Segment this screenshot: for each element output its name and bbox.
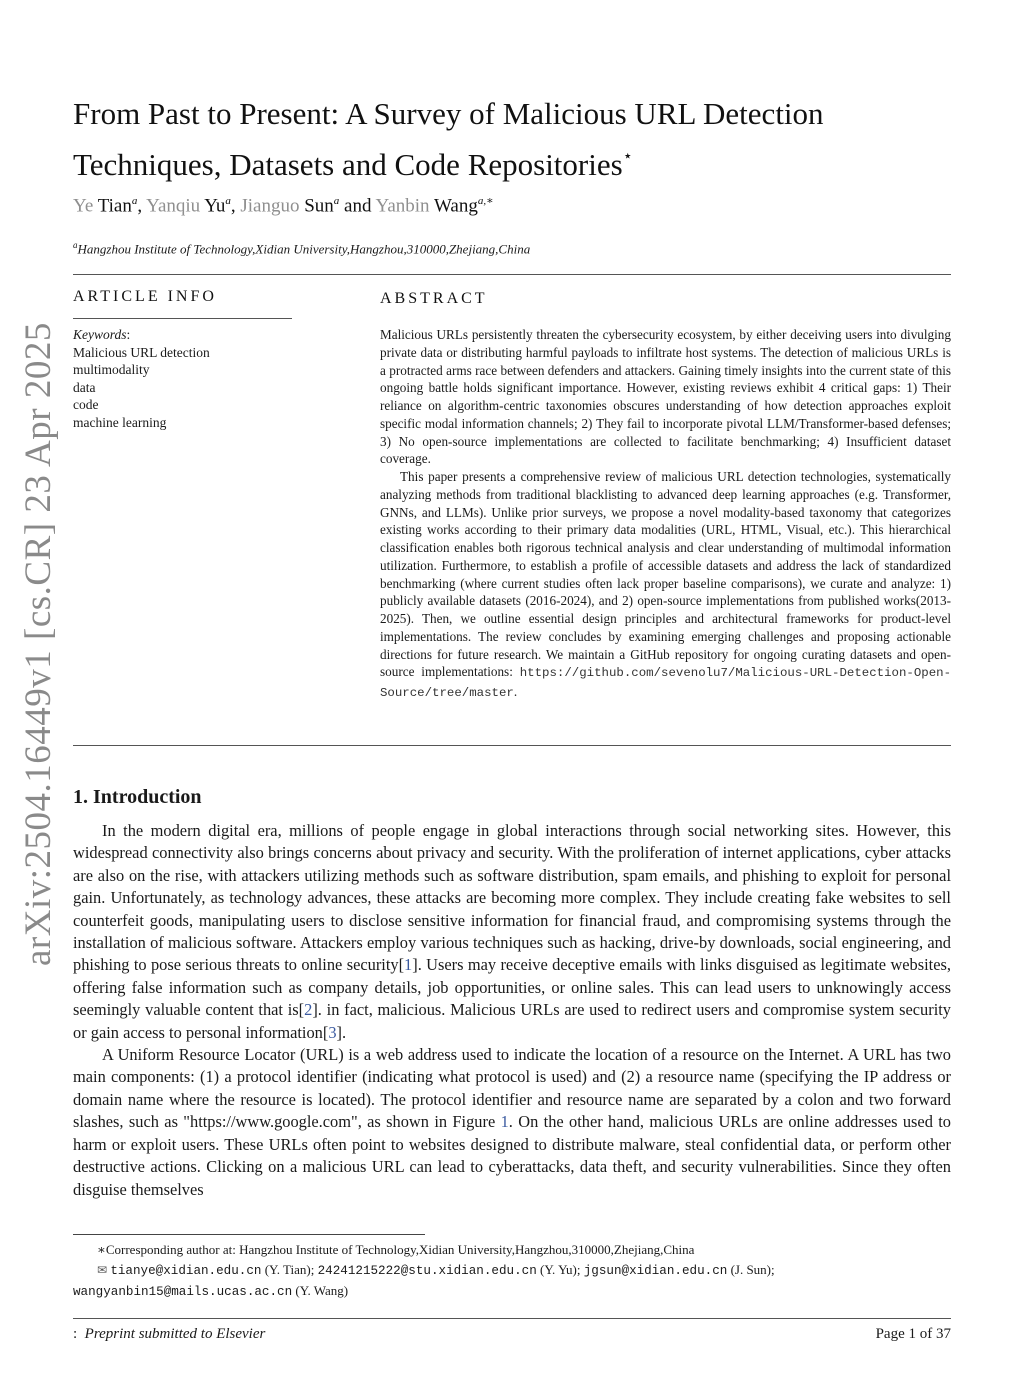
intro-text: . On the other hand, malicious URLs are online addresses used to harm or exploit users. These URLs often point to websites designed to distribute malware, steal confidential data, or perform other destructive actions. Clicking on a malicious URL can lead to cyberattacks, data theft, and security vulnerabilities. Since they often disguise themselves <box>73 1112 951 1199</box>
header-divider <box>73 274 951 275</box>
abstract-paragraph-2 <box>380 468 951 703</box>
keywords-block <box>73 326 210 432</box>
author-affiliation-mark: a <box>225 195 231 207</box>
email-link[interactable]: jgsun@xidian.edu.cn <box>583 1264 728 1278</box>
email-owner: (Y. Yu); <box>536 1262 584 1277</box>
envelope-icon: ✉ <box>97 1263 108 1277</box>
author-last-name: Tian <box>97 195 132 217</box>
title-line-2: Techniques, Datasets and Code Repositories <box>73 147 623 182</box>
author-affiliation-mark: a,∗ <box>477 195 494 207</box>
email-link[interactable]: tianye@xidian.edu.cn <box>110 1264 262 1278</box>
citation-link[interactable]: 3 <box>328 1022 337 1042</box>
author-first-name[interactable]: Jianguo <box>240 195 300 217</box>
email-link[interactable]: wangyanbin15@mails.ucas.ac.cn <box>73 1285 293 1299</box>
abstract-heading: ABSTRACT <box>380 290 488 307</box>
author-first-name[interactable]: Yanbin <box>375 195 430 217</box>
keywords-label: Keywords <box>73 327 127 342</box>
abstract-paragraph-1: Malicious URLs persistently threaten the cybersecurity ecosystem, by either deceiving users into divulging private data or distributing harmful payloads to infiltrate host systems. The detection of malicious URLs is a protracted arms race between defenders and attackers. Gaining timely insights into the current state of this ongoing battle holds significant importance. However, existing reviews exhibit 4 critical gaps: 1) Their reliance on algorithm-centric taxonomies obscures understanding of how detection approaches exploit specific modal information channels; 2) They fail to incorporate pivotal LLM/Transformer-based defenses; 3) No open-source implementations are collected to facilitate benchmarking; 4) Insufficient dataset coverage. <box>380 327 951 467</box>
title-footnote-mark: ⋆ <box>622 148 633 165</box>
author-affiliation-mark: a <box>131 195 138 207</box>
citation-link[interactable]: 1 <box>404 955 413 975</box>
keyword-item: code <box>73 397 99 413</box>
article-info-underline <box>73 318 292 319</box>
article-info-heading: ARTICLE INFO <box>73 288 217 305</box>
intro-paragraph-1 <box>73 820 951 1044</box>
keyword-item: Malicious URL detection <box>73 344 210 360</box>
introduction-heading: 1. Introduction <box>73 786 202 808</box>
footnote-divider <box>73 1234 425 1235</box>
author-last-name: Sun <box>304 195 334 217</box>
author-first-name[interactable]: Yanqiu <box>146 195 201 217</box>
footer-divider <box>73 1318 951 1319</box>
intro-text: ]. Users may receive deceptive emails with links disguised as legitimate websites, offering false information such as company details, job opportunities, or online sales. This can lead users to unknowingly access seemingly valuable content that is[ <box>73 955 951 1020</box>
author-separator: , <box>230 195 241 217</box>
intro-text: ]. in fact, malicious. Malicious URLs are used to redirect users and compromise system security or gain access to personal information[ <box>73 1000 952 1042</box>
email-owner: (J. Sun); <box>727 1262 775 1277</box>
arxiv-identifier-stamp: arXiv:2504.16449v1 [cs.CR] 23 Apr 2025 <box>18 322 59 966</box>
keyword-item: multimodality <box>73 362 150 378</box>
paper-title <box>73 92 953 186</box>
intro-text: A Uniform Resource Locator (URL) is a web address used to indicate the location of a resource on the Internet. A URL has two main components: (1) a protocol identifier (indicating what protocol is used) and (2) a resource name (specifying the IP address or domain name where the resource is located). The protocol identifier and resource name are separated by a colon and two forward slashes, such as "https://www.google.com", as shown in Figure <box>73 1045 951 1132</box>
figure-reference-link[interactable]: 1 <box>500 1112 509 1132</box>
footnote-mark: ∗ <box>97 1242 106 1257</box>
abstract-body <box>380 326 951 703</box>
footnote-block <box>73 1240 951 1302</box>
author-separator: , <box>137 195 147 217</box>
keywords-colon: : <box>126 327 131 342</box>
affiliation-mark: a <box>73 240 78 250</box>
preprint-notice: Preprint submitted to Elsevier <box>84 1326 266 1342</box>
intro-text: ]. <box>336 1022 347 1042</box>
email-owner: (Y. Tian); <box>261 1262 318 1277</box>
abstract-paragraph-2-text: This paper presents a comprehensive review of malicious URL detection technologies, systematically analyzing methods from traditional blacklisting to advanced deep learning approaches (e.g. Transformer, GNNs, and LLMs). Unlike prior surveys, we propose a novel modality-based taxonomy that categorizes existing works according to their primary data modalities (URL, HTML, Visual, etc.). This hierarchical classification enables both rigorous technical analysis and clear understanding of multimodal information utilization. Furthermore, to establish a profile of accessible datasets and address the lack of standardized benchmarking (where current studies often lack proper baseline comparisons), we curate and analyze: 1) publicly available datasets (2016-2024), and 2) open-source implementations from published works(2013-2025). Then, we outline essential design principles and architectural frameworks for product-level implementations. The review concludes by examining emerging challenges and proposing actionable directions for future research. We maintain a GitHub repository for ongoing curating datasets and open-source implementations: <box>380 469 951 680</box>
title-line-1: From Past to Present: A Survey of Malicious URL Detection <box>73 96 824 131</box>
introduction-body <box>73 820 951 1201</box>
keyword-item: data <box>73 379 96 395</box>
author-list <box>73 194 494 217</box>
author-last-name: Yu <box>204 195 226 217</box>
author-last-name: Wang <box>433 195 478 217</box>
author-separator: and <box>339 195 376 217</box>
author-affiliation-mark: a <box>333 195 340 207</box>
abstract-divider <box>73 745 951 746</box>
affiliation-text: Hangzhou Institute of Technology,Xidian University,Hangzhou,310000,Zhejiang,China <box>77 241 531 257</box>
footer-prefix: : <box>73 1326 78 1342</box>
email-owner: (Y. Wang) <box>292 1283 349 1298</box>
keyword-item: machine learning <box>73 414 167 430</box>
citation-link[interactable]: 2 <box>304 1000 313 1020</box>
intro-paragraph-2 <box>73 1044 951 1201</box>
email-link[interactable]: 24241215222@stu.xidian.edu.cn <box>317 1264 537 1278</box>
affiliation <box>73 240 530 257</box>
corresponding-author-note: Corresponding author at: Hangzhou Institute of Technology,Xidian University,Hangzhou,310000,Zhejiang,China <box>105 1242 695 1257</box>
intro-text: In the modern digital era, millions of people engage in global interactions through social networking sites. However, this widespread connectivity also brings concerns about privacy and security. With the proliferation of internet applications, cyber attacks are also on the rise, with attackers utilizing methods such as software distribution, spam emails, and phishing to exploit for personal gain. Unfortunately, as technology advances, these attacks are becoming more complex. They include creating fake websites to sell counterfeit goods, manipulating users to disclose sensitive information for financial fraud, and compromising systems through the installation of malicious software. Attackers employ various techniques such as hacking, drive-by downloads, social engineering, and phishing to pose serious threats to online security[ <box>73 821 951 975</box>
abstract-end: . <box>513 684 518 699</box>
page-number: Page 1 of 37 <box>875 1326 951 1342</box>
author-first-name[interactable]: Ye <box>73 195 94 217</box>
footer-left <box>73 1326 265 1343</box>
github-repository-link[interactable]: https://github.com/sevenolu7/Malicious-URL-Detection-Open-Source/tree/master <box>380 666 951 700</box>
